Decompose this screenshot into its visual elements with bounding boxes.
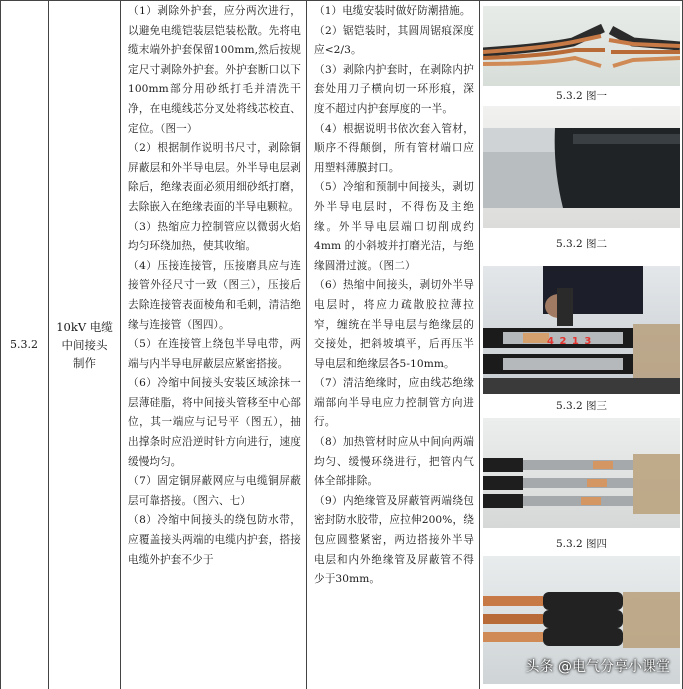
stripped-cable-drawing [483,6,680,86]
process-step: （4）压接连接管，压接磨具应与连接管外径尺寸一致（图三），压接后去除连接管表面棱角和毛刺，清洁绝缘与连接管（图四）。 [128,259,301,331]
note-item: （3）剥除内护套时，在剥除内护套处用刀子横向切一环形痕，深度不超过内护套厚度的一半。 [314,63,474,115]
process-step: （7）固定铜屏蔽网应与电缆铜屏蔽层可靠搭接。（图六、七） [128,475,301,507]
connector-drawing [483,418,680,528]
process-step: （5）在连接管上绕包半导电带，两端与内半导电屏蔽层应紧密搭接。 [128,338,301,370]
note-item: （6）热缩中间接头，剥切外半导电层时，将应力疏散胶拉薄拉窄，缠统在半导电层与绝缘层的交接处，把斜坡填平，后再压半导电层和绝缘层各5-10mm。 [314,279,474,370]
item-name-line: 中间接头 [61,337,108,352]
process-step: （1）剥除外护套，应分两次进行，以避免电缆铠装层铠装松散。先将电缆末端外护套保留100mm,然后按规定尺寸剥除外护套。外护套断口以下 100mm部分用砂纸打毛并清洗干净，在电缆线芯分叉处将线芯校直、定位。（图一） [128,5,301,135]
item-name-line: 制作 [73,355,96,370]
figure-caption: 5.3.2 图二 [555,238,608,250]
note-item: （5）冷缩和预制中间接头，剥切外半导电层时，不得伤及主绝缘。外半导电层端口切削成约 4mm 的小斜坡并打磨光洁，与绝缘圆滑过渡。（图二） [314,181,474,272]
figures-column [480,0,683,689]
note-item: （8）加热管材时应从中间向两端均匀、缓慢环绕进行，把管内气体全部排除。 [314,436,474,488]
process-step: （6）冷缩中间接头安装区域涂抹一层薄硅脂，将中间接头管移至中心部位，其一端应与记号平（图五），抽出撑条时应沿逆时针方向进行，速度缓慢均匀。 [128,377,301,468]
figure-caption: 5.3.2 图一 [555,90,608,102]
crimping-drawing [483,266,680,394]
item-name [49,0,120,689]
stripped-cable-photo [483,6,680,86]
connector-photo [483,418,680,528]
process-step: （2）根据制作说明书尺寸，剥除铜屏蔽层和外半导电层。外半导电层剥除后，绝缘表面必须用细砂纸打磨，去除嵌入在绝缘表面的半导电颗粒。 [128,142,301,213]
note-item: （2）锯铠装时，其圆周锯痕深度应<2/3。 [314,24,474,57]
process-step: （8）冷缩中间接头的绕包防水带，应覆盖接头两端的电缆内护套，搭接电缆外护套不少于 [128,514,301,566]
crimping-photo [483,266,680,394]
joint-wrapped-photo [483,556,680,684]
note-item: （9）内绝缘管及屏蔽管两端绕包密封防水胶带，应拉伸200%，绕包应圆整紧密，两边搭接外半导电层和内外绝缘管及屏蔽管不得少于30mm。 [314,494,474,586]
section-number: 5.3.2 [10,338,38,351]
note-item: （4）根据说明书依次套入管材，顺序不得颠倒，所有管材端口应用塑料薄膜封口。 [314,122,474,174]
note-item: （7）清洁绝缘时，应由线芯绝缘端部向半导电应力控制管方向进行。 [314,377,474,429]
notes-column [307,0,479,689]
figure-caption: 5.3.2 图四 [555,538,608,550]
crimp-marking-text: 4 2 1 3 [547,336,593,347]
item-name-line: 10kV 电缆 [56,319,113,334]
semiconductor-layer-photo [483,106,680,228]
note-item: （1）电缆安装时做好防潮措施。 [314,5,471,17]
watermark-text: 头条 @电气分享小课堂 [525,659,670,675]
process-step: （3）热缩应力控制管应以微弱火焰均匀环绕加热，使其收缩。 [128,220,301,253]
figure-caption: 5.3.2 图三 [555,400,608,412]
process-steps-column [121,0,306,689]
semiconductor-layer-drawing [483,106,680,228]
